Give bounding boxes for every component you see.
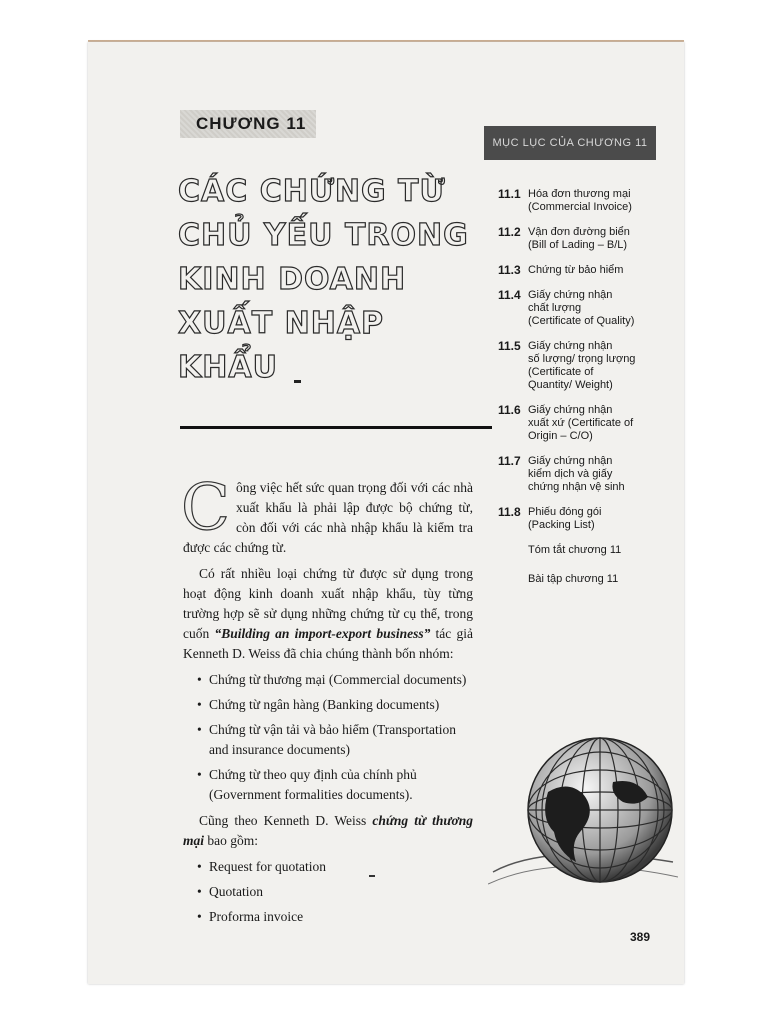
table-of-contents (498, 188, 668, 602)
list-item: • Chứng từ theo quy định của chính phủ (Government formalities documents). (197, 765, 473, 805)
paragraph-text: bao gồm: (204, 833, 259, 848)
list-item: • Chứng từ vận tải và bảo hiểm (Transportation and insurance documents) (197, 720, 473, 760)
toc-number: 11.2 (498, 225, 521, 239)
stray-mark (369, 875, 375, 877)
toc-text: Giấy chứng nhận chất lượng (Certificate of Quality) (528, 289, 635, 327)
toc-item[interactable] (498, 264, 668, 277)
toc-heading: MỤC LỤC CỦA CHƯƠNG 11 (484, 126, 656, 160)
toc-text: Hóa đơn thương mại (Commercial Invoice) (528, 188, 632, 213)
chapter-tag: CHƯƠNG 11 (180, 110, 316, 138)
toc-item[interactable] (498, 340, 668, 392)
globe-illustration (488, 722, 678, 912)
paragraph-text: Cũng theo Kenneth D. Weiss (199, 813, 373, 828)
commercial-documents-list (183, 857, 473, 927)
body-text (181, 471, 473, 933)
intro-paragraph (181, 471, 473, 558)
list-item: • Chứng từ thương mại (Commercial documents) (197, 670, 473, 690)
toc-text: Giấy chứng nhận xuất xứ (Certificate of Origin – C/O) (528, 404, 634, 442)
page-number: 389 (630, 930, 651, 944)
paragraph-text: Có rất nhiều loại chứng từ được sử dụng trong hoạt động kinh doanh xuất nhập khẩu, tùy từng trường hợp sẽ sử dụng những chứng từ cụ thể, trong cuốn (183, 566, 473, 641)
list-item: • Chứng từ ngân hàng (Banking documents) (197, 695, 473, 715)
toc-number: 11.3 (498, 263, 521, 277)
list-item: • Request for quotation (197, 857, 473, 877)
toc-text: Chứng từ bảo hiểm (528, 264, 624, 276)
toc-item[interactable] (498, 289, 668, 328)
book-page (88, 42, 684, 984)
toc-number: 11.5 (498, 339, 521, 353)
list-item: • Quotation (197, 882, 473, 902)
emphasis: chứng từ thương mại (183, 813, 473, 848)
book-title: “Building an import-export business” (214, 626, 431, 641)
toc-exercises[interactable]: Bài tập chương 11 (528, 573, 619, 585)
toc-number: 11.6 (498, 403, 521, 417)
toc-number: 11.8 (498, 505, 521, 519)
paragraph-text: tác giả Kenneth D. Weiss đã chia chúng thành bốn nhóm: (183, 626, 473, 661)
chapter-title-line: XUẤT NHẬP KHẨU (178, 306, 385, 385)
toc-item[interactable] (498, 455, 668, 494)
toc-number: 11.1 (498, 187, 521, 201)
toc-text: Giấy chứng nhận kiểm dịch và giấy chứng nhận vệ sinh (528, 455, 625, 493)
document-groups-list (183, 670, 473, 805)
toc-item[interactable] (498, 404, 668, 443)
chapter-title-line: CHỦ YẾU TRONG (178, 218, 469, 253)
toc-text: Vận đơn đường biển (Bill of Lading – B/L) (528, 226, 630, 251)
paragraph (183, 811, 473, 851)
intro-text: ông việc hết sức quan trọng đối với các nhà xuất khẩu là phải lập được bộ chứng từ, còn đối với các nhà nhập khẩu là kiểm tra được các chứng từ. (183, 480, 473, 555)
toc-item[interactable] (498, 188, 668, 214)
section-divider (180, 426, 492, 429)
chapter-title-line: KINH DOANH (178, 262, 407, 297)
stray-mark (294, 380, 301, 383)
toc-number: 11.4 (498, 288, 521, 302)
toc-item[interactable] (498, 506, 668, 532)
drop-cap: C (181, 471, 230, 545)
toc-summary[interactable]: Tóm tắt chương 11 (528, 544, 622, 556)
toc-text: Giấy chứng nhận số lượng/ trọng lượng (Certificate of Quantity/ Weight) (528, 340, 636, 391)
chapter-title-line: CÁC CHỨNG TỪ (178, 174, 446, 209)
toc-number: 11.7 (498, 454, 521, 468)
chapter-title (178, 170, 478, 390)
toc-text: Phiếu đóng gói (Packing List) (528, 506, 602, 531)
paragraph (183, 564, 473, 664)
toc-item[interactable] (498, 226, 668, 252)
list-item: • Proforma invoice (197, 907, 473, 927)
